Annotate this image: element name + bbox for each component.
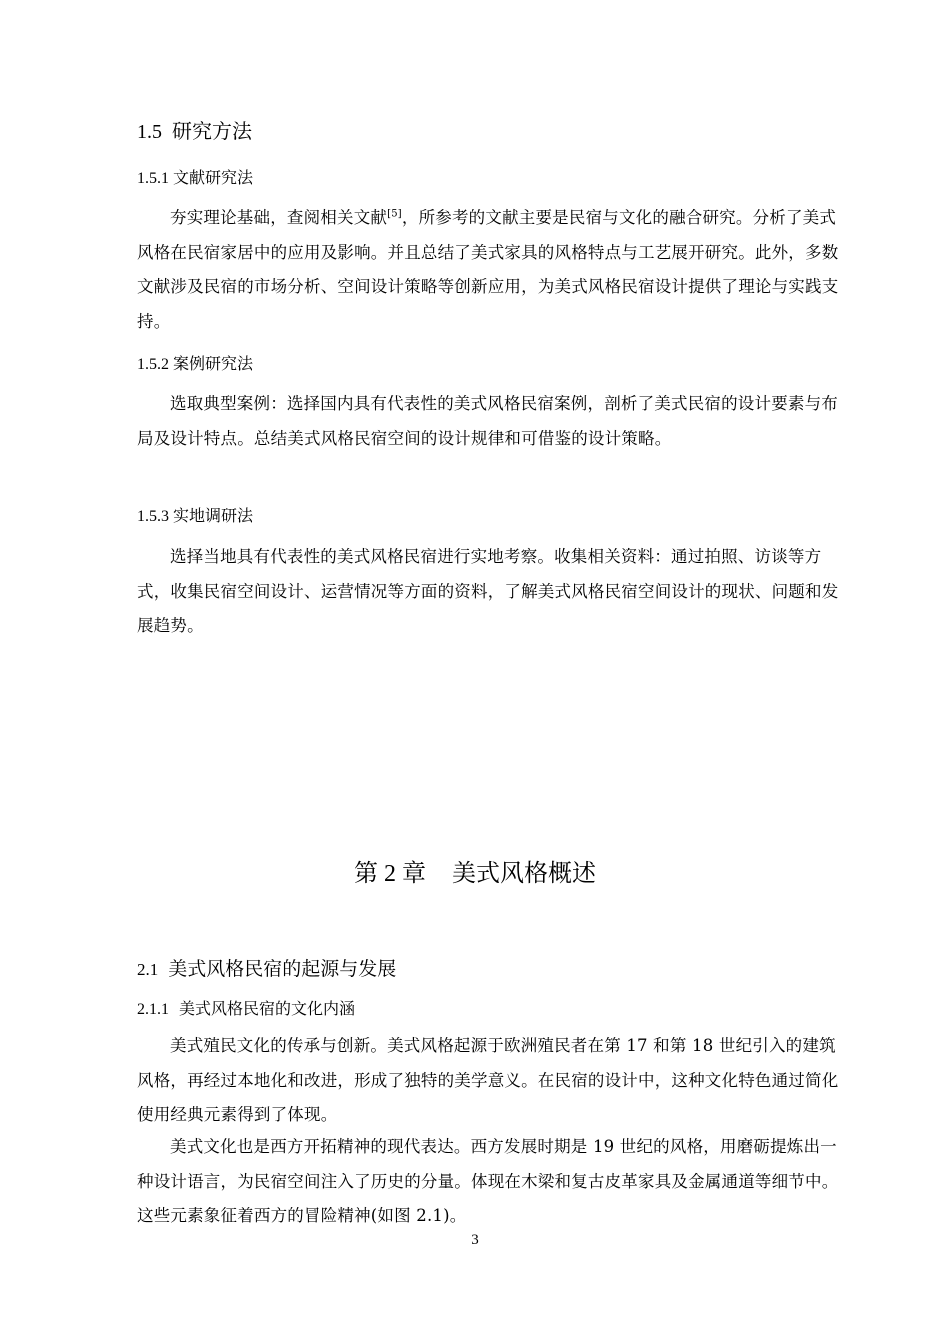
section-heading-1-5-2: [137, 351, 253, 374]
section-heading-1-5-1: [137, 165, 253, 188]
paragraph-literature-research: [137, 201, 851, 339]
paragraph-case-study: 选取典型案例：选择国内具有代表性的美式风格民宿案例，剖析了美式民宿的设计要素与布局及设计特点。总结美式风格民宿空间的设计规律和可借鉴的设计策略。: [137, 394, 838, 448]
paragraph-colonial-culture: 美式殖民文化的传承与创新。美式风格起源于欧洲殖民者在第 17 和第 18 世纪引入的建筑风格，再经过本地化和改进，形成了独特的美学意义。在民宿的设计中，这种文化特色通过简化使用经典元素得到了体现。: [137, 1036, 839, 1124]
paragraph-text-part: 夯实理论基础，查阅相关文献: [170, 208, 388, 227]
section-title: 研究方法: [172, 119, 252, 143]
paragraph-text-part: ，所参考的文献主要是民宿与文化的融合研究。分析了美式风格在民宿家居中的应用及影响。并且总结了美式家具的风格特点与工艺展开研究。此外，多数文献涉及民宿的市场分析、空间设计策略等创新应用，为美式风格民宿设计提供了理论与实践支持。: [137, 208, 839, 331]
section-heading-2-1-1: [137, 996, 355, 1019]
section-title: 美式风格民宿的起源与发展: [168, 958, 397, 980]
section-heading-1-5: [137, 115, 252, 144]
section-heading-1-5-3: [137, 503, 253, 526]
paragraph-pioneer-spirit: 美式文化也是西方开拓精神的现代表达。西方发展时期是 19 世纪的风格，用磨砺提炼出一种设计语言，为民宿空间注入了历史的分量。体现在木梁和复古皮革家具及金属通道等细节中。这些元素象征着西方的冒险精神(如图 2.1)。: [137, 1137, 839, 1225]
section-number: 2.1: [137, 960, 159, 979]
chapter-name: 美式风格概述: [452, 859, 596, 887]
section-number: 1.5.3: [137, 508, 169, 525]
citation-reference[interactable]: [5]: [387, 208, 402, 220]
section-number: 1.5.1: [137, 170, 169, 187]
chapter-number: 第 2 章: [354, 861, 426, 887]
section-number: 1.5: [137, 121, 162, 143]
chapter-title: [0, 853, 950, 888]
section-title: 实地调研法: [173, 506, 254, 525]
section-title: 文献研究法: [173, 168, 254, 187]
section-heading-2-1: [137, 954, 396, 981]
section-title: 美式风格民宿的文化内涵: [179, 999, 356, 1018]
section-title: 案例研究法: [173, 354, 254, 373]
section-number: 2.1.1: [137, 1001, 169, 1018]
page-number: 3: [471, 1232, 479, 1248]
paragraph-field-research: 选择当地具有代表性的美式风格民宿进行实地考察。收集相关资料：通过拍照、访谈等方式，收集民宿空间设计、运营情况等方面的资料，了解美式风格民宿空间设计的现状、问题和发展趋势。: [137, 547, 839, 635]
section-number: 1.5.2: [137, 356, 169, 373]
